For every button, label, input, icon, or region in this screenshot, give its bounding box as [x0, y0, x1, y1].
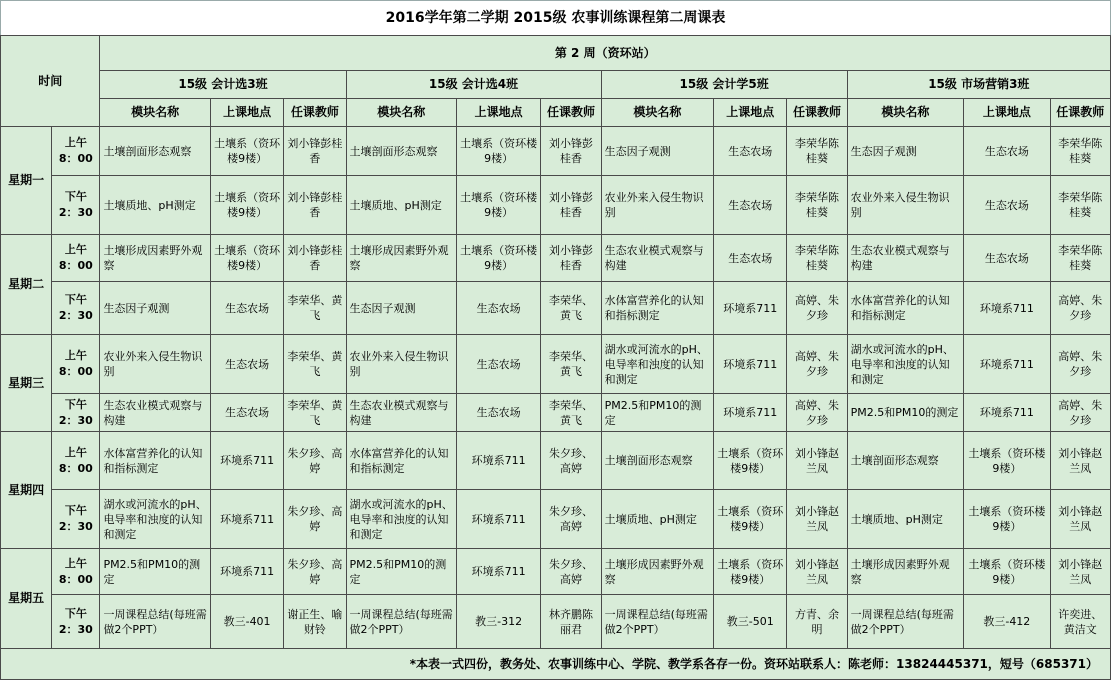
teacher-header: 任课教师 — [284, 99, 346, 127]
teacher-cell: 李荣华陈桂葵 — [787, 127, 847, 176]
teacher-cell: 高婷、朱夕珍 — [787, 282, 847, 335]
location-cell: 环境系711 — [456, 432, 540, 490]
table-row — [1, 432, 1111, 490]
slot-time: 8：00 — [58, 152, 93, 165]
slot-period: 下午 — [64, 606, 87, 620]
slot-period: 下午 — [64, 293, 87, 306]
schedule-table — [0, 35, 1111, 649]
module-cell: 农业外来入侵生物识别 — [601, 176, 713, 235]
module-cell: 土壤质地、pH测定 — [847, 490, 964, 549]
location-cell: 环境系711 — [964, 282, 1050, 335]
module-cell: 湖水或河流水的pH、电导率和浊度的认知和测定 — [847, 335, 964, 394]
slot-period: 上午 — [64, 556, 87, 570]
teacher-cell: 刘小锋彭桂香 — [541, 235, 601, 282]
module-cell: 土壤质地、pH测定 — [100, 176, 210, 235]
location-cell: 环境系711 — [714, 394, 787, 432]
module-cell: 生态因子观测 — [847, 127, 964, 176]
teacher-cell: 朱夕珍、高婷 — [541, 432, 601, 490]
location-cell: 环境系711 — [964, 335, 1050, 394]
time-slot — [52, 176, 100, 235]
teacher-cell: 高婷、朱夕珍 — [787, 394, 847, 432]
teacher-cell: 林齐鹏陈丽君 — [541, 595, 601, 649]
slot-time: 2：30 — [58, 206, 93, 219]
module-cell: 生态因子观测 — [100, 282, 210, 335]
module-cell: 土壤形成因素野外观察 — [346, 235, 456, 282]
teacher-cell: 朱夕珍、高婷 — [541, 490, 601, 549]
location-cell: 环境系711 — [456, 490, 540, 549]
module-cell: 土壤剖面形态观察 — [346, 127, 456, 176]
location-cell: 教三-412 — [964, 595, 1050, 649]
module-cell: 生态因子观测 — [601, 127, 713, 176]
location-cell: 土壤系（资环楼9楼） — [714, 549, 787, 595]
location-cell: 环境系711 — [456, 549, 540, 595]
location-cell: 土壤系（资环楼9楼） — [456, 176, 540, 235]
module-cell: 生态农业模式观察与构建 — [100, 394, 210, 432]
teacher-cell: 李荣华陈桂葵 — [787, 235, 847, 282]
table-row — [1, 127, 1111, 176]
time-slot — [52, 335, 100, 394]
time-slot — [52, 595, 100, 649]
location-cell: 土壤系（资环楼9楼） — [964, 432, 1050, 490]
slot-time: 8：00 — [58, 365, 93, 378]
teacher-cell: 朱夕珍、高婷 — [284, 490, 346, 549]
module-cell: 土壤形成因素野外观察 — [847, 549, 964, 595]
location-cell: 生态农场 — [964, 176, 1050, 235]
module-cell: 土壤质地、pH测定 — [346, 176, 456, 235]
teacher-cell: 刘小锋彭桂香 — [541, 176, 601, 235]
location-header: 上课地点 — [964, 99, 1050, 127]
module-cell: 生态农业模式观察与构建 — [601, 235, 713, 282]
slot-time: 2：30 — [58, 520, 93, 533]
location-cell: 教三-312 — [456, 595, 540, 649]
module-cell: 水体富营养化的认知和指标测定 — [601, 282, 713, 335]
location-cell: 生态农场 — [210, 335, 283, 394]
day-label: 星期三 — [1, 335, 52, 432]
time-header: 时间 — [1, 36, 100, 127]
location-header: 上课地点 — [714, 99, 787, 127]
module-cell: 农业外来入侵生物识别 — [100, 335, 210, 394]
location-cell: 土壤系（资环楼9楼） — [456, 235, 540, 282]
module-cell: 一周课程总结(每班需做2个PPT） — [601, 595, 713, 649]
location-cell: 生态农场 — [210, 394, 283, 432]
slot-period: 下午 — [64, 397, 87, 411]
teacher-cell: 刘小锋赵兰凤 — [787, 549, 847, 595]
teacher-cell: 刘小锋赵兰凤 — [1050, 549, 1110, 595]
location-cell: 土壤系（资环楼9楼） — [964, 490, 1050, 549]
class-header: 15级 会计选3班 — [100, 71, 346, 99]
slot-time: 2：30 — [58, 413, 93, 427]
table-row — [1, 176, 1111, 235]
module-cell: 一周课程总结(每班需做2个PPT） — [346, 595, 456, 649]
teacher-cell: 方青、余明 — [787, 595, 847, 649]
teacher-cell: 高婷、朱夕珍 — [1050, 394, 1110, 432]
teacher-cell: 李荣华、黄飞 — [541, 394, 601, 432]
teacher-header: 任课教师 — [787, 99, 847, 127]
module-cell: PM2.5和PM10的测定 — [100, 549, 210, 595]
class-header: 15级 会计选4班 — [346, 71, 601, 99]
module-cell: 湖水或河流水的pH、电导率和浊度的认知和测定 — [346, 490, 456, 549]
location-cell: 生态农场 — [714, 235, 787, 282]
module-cell: PM2.5和PM10的测定 — [601, 394, 713, 432]
module-cell: 湖水或河流水的pH、电导率和浊度的认知和测定 — [601, 335, 713, 394]
time-slot — [52, 282, 100, 335]
location-cell: 土壤系（资环楼9楼） — [210, 235, 283, 282]
module-cell: 生态因子观测 — [346, 282, 456, 335]
location-cell: 环境系711 — [964, 394, 1050, 432]
location-cell: 土壤系（资环楼9楼） — [964, 549, 1050, 595]
module-cell: 农业外来入侵生物识别 — [847, 176, 964, 235]
teacher-header: 任课教师 — [541, 99, 601, 127]
location-cell: 生态农场 — [714, 127, 787, 176]
location-cell: 生态农场 — [456, 394, 540, 432]
module-cell: 水体富营养化的认知和指标测定 — [100, 432, 210, 490]
teacher-cell: 李荣华陈桂葵 — [1050, 176, 1110, 235]
slot-period: 下午 — [64, 504, 87, 517]
location-cell: 生态农场 — [210, 282, 283, 335]
day-label: 星期五 — [1, 549, 52, 649]
slot-time: 8：00 — [58, 461, 93, 475]
location-cell: 教三-401 — [210, 595, 283, 649]
teacher-cell: 李荣华、黄飞 — [284, 282, 346, 335]
location-cell: 生态农场 — [456, 282, 540, 335]
slot-time: 8：00 — [58, 259, 93, 272]
location-cell: 生态农场 — [456, 335, 540, 394]
slot-time: 8：00 — [58, 572, 93, 586]
time-slot — [52, 549, 100, 595]
location-cell: 环境系711 — [210, 432, 283, 490]
location-cell: 生态农场 — [964, 235, 1050, 282]
slot-period: 上午 — [64, 445, 87, 459]
time-slot — [52, 394, 100, 432]
teacher-cell: 李荣华陈桂葵 — [787, 176, 847, 235]
module-cell: 农业外来入侵生物识别 — [346, 335, 456, 394]
table-row — [1, 595, 1111, 649]
teacher-cell: 李荣华、黄飞 — [541, 335, 601, 394]
location-cell: 土壤系（资环楼9楼） — [210, 176, 283, 235]
time-slot — [52, 127, 100, 176]
module-cell: 土壤质地、pH测定 — [601, 490, 713, 549]
location-cell: 生态农场 — [964, 127, 1050, 176]
module-cell: PM2.5和PM10的测定 — [346, 549, 456, 595]
teacher-cell: 谢正生、喻财铃 — [284, 595, 346, 649]
teacher-cell: 高婷、朱夕珍 — [1050, 282, 1110, 335]
location-cell: 生态农场 — [714, 176, 787, 235]
module-cell: 湖水或河流水的pH、电导率和浊度的认知和测定 — [100, 490, 210, 549]
module-cell: 生态农业模式观察与构建 — [847, 235, 964, 282]
teacher-cell: 朱夕珍、高婷 — [541, 549, 601, 595]
location-header: 上课地点 — [456, 99, 540, 127]
module-cell: PM2.5和PM10的测定 — [847, 394, 964, 432]
time-slot — [52, 490, 100, 549]
footer-note: *本表一式四份，教务处、农事训练中心、学院、教学系各存一份。资环站联系人：陈老师：13824445371，短号（685371） — [0, 649, 1111, 680]
location-cell: 土壤系（资环楼9楼） — [714, 490, 787, 549]
class-header: 15级 市场营销3班 — [847, 71, 1110, 99]
module-cell: 土壤剖面形态观察 — [847, 432, 964, 490]
location-cell: 环境系711 — [210, 549, 283, 595]
location-cell: 土壤系（资环楼9楼） — [456, 127, 540, 176]
teacher-cell: 刘小锋彭桂香 — [284, 235, 346, 282]
teacher-header: 任课教师 — [1050, 99, 1110, 127]
location-cell: 环境系711 — [714, 282, 787, 335]
day-label: 星期二 — [1, 235, 52, 335]
module-cell: 水体富营养化的认知和指标测定 — [847, 282, 964, 335]
location-cell: 教三-501 — [714, 595, 787, 649]
slot-period: 下午 — [64, 190, 87, 203]
sheet-title: 2016学年第二学期 2015级 农事训练课程第二周课表 — [0, 0, 1111, 35]
module-name-header: 模块名称 — [601, 99, 713, 127]
teacher-cell: 刘小锋彭桂香 — [284, 127, 346, 176]
teacher-cell: 李荣华陈桂葵 — [1050, 235, 1110, 282]
location-cell: 土壤系（资环楼9楼） — [714, 432, 787, 490]
teacher-cell: 刘小锋赵兰凤 — [1050, 490, 1110, 549]
location-cell: 环境系711 — [210, 490, 283, 549]
slot-period: 上午 — [64, 349, 87, 362]
time-slot — [52, 432, 100, 490]
module-cell: 土壤剖面形态观察 — [601, 432, 713, 490]
teacher-cell: 刘小锋彭桂香 — [541, 127, 601, 176]
teacher-cell: 朱夕珍、高婷 — [284, 432, 346, 490]
location-cell: 环境系711 — [714, 335, 787, 394]
module-cell: 一周课程总结(每班需做2个PPT） — [100, 595, 210, 649]
table-row — [1, 282, 1111, 335]
week-header: 第 2 周（资环站） — [100, 36, 1111, 71]
module-name-header: 模块名称 — [346, 99, 456, 127]
slot-period: 上午 — [64, 243, 87, 256]
table-row — [1, 335, 1111, 394]
table-row — [1, 490, 1111, 549]
module-cell: 生态农业模式观察与构建 — [346, 394, 456, 432]
module-name-header: 模块名称 — [847, 99, 964, 127]
teacher-cell: 李荣华、黄飞 — [284, 335, 346, 394]
teacher-cell: 许奕进、黄洁文 — [1050, 595, 1110, 649]
time-slot — [52, 235, 100, 282]
table-row — [1, 394, 1111, 432]
teacher-cell: 刘小锋赵兰凤 — [1050, 432, 1110, 490]
teacher-cell: 李荣华陈桂葵 — [1050, 127, 1110, 176]
class-header: 15级 会计学5班 — [601, 71, 847, 99]
module-cell: 土壤形成因素野外观察 — [601, 549, 713, 595]
teacher-cell: 李荣华、黄飞 — [541, 282, 601, 335]
teacher-cell: 刘小锋彭桂香 — [284, 176, 346, 235]
teacher-cell: 朱夕珍、高婷 — [284, 549, 346, 595]
slot-time: 2：30 — [58, 622, 93, 636]
teacher-cell: 高婷、朱夕珍 — [787, 335, 847, 394]
module-name-header: 模块名称 — [100, 99, 210, 127]
teacher-cell: 李荣华、黄飞 — [284, 394, 346, 432]
teacher-cell: 高婷、朱夕珍 — [1050, 335, 1110, 394]
module-cell: 土壤剖面形态观察 — [100, 127, 210, 176]
slot-time: 2：30 — [58, 309, 93, 322]
location-cell: 土壤系（资环楼9楼） — [210, 127, 283, 176]
teacher-cell: 刘小锋赵兰凤 — [787, 432, 847, 490]
day-label: 星期四 — [1, 432, 52, 549]
day-label: 星期一 — [1, 127, 52, 235]
module-cell: 土壤形成因素野外观察 — [100, 235, 210, 282]
teacher-cell: 刘小锋赵兰凤 — [787, 490, 847, 549]
module-cell: 水体富营养化的认知和指标测定 — [346, 432, 456, 490]
table-row — [1, 235, 1111, 282]
slot-period: 上午 — [64, 136, 87, 149]
module-cell: 一周课程总结(每班需做2个PPT） — [847, 595, 964, 649]
location-header: 上课地点 — [210, 99, 283, 127]
table-row — [1, 549, 1111, 595]
